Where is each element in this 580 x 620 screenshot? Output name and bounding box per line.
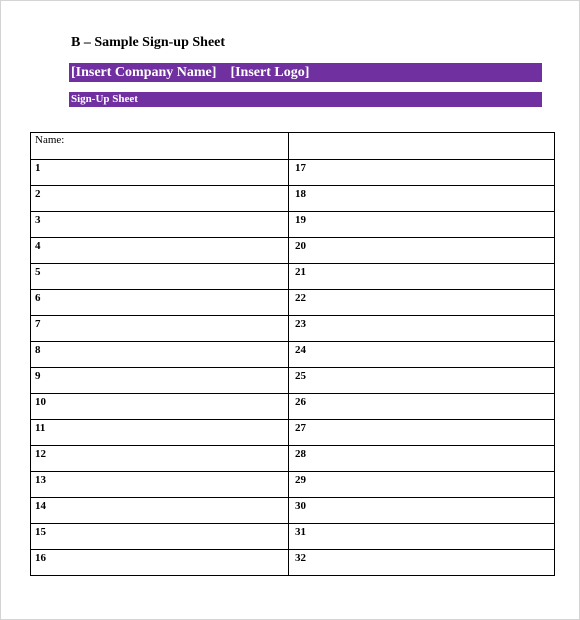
table-row xyxy=(31,264,555,290)
signup-cell-left[interactable]: 6 xyxy=(31,290,289,316)
signup-section-banner: Sign-Up Sheet xyxy=(69,92,542,107)
signup-cell-right[interactable]: 20 xyxy=(289,238,555,264)
signup-cell-left[interactable]: 12 xyxy=(31,446,289,472)
signup-cell-right[interactable]: 17 xyxy=(289,160,555,186)
signup-cell-right[interactable]: 23 xyxy=(289,316,555,342)
signup-cell-right[interactable]: 26 xyxy=(289,394,555,420)
signup-cell-left[interactable]: 5 xyxy=(31,264,289,290)
table-row xyxy=(31,550,555,576)
signup-cell-left[interactable]: 4 xyxy=(31,238,289,264)
signup-cell-right[interactable]: 31 xyxy=(289,524,555,550)
company-banner xyxy=(69,63,542,82)
signup-cell-right[interactable]: 25 xyxy=(289,368,555,394)
table-row xyxy=(31,238,555,264)
table-row xyxy=(31,290,555,316)
signup-cell-left[interactable]: 15 xyxy=(31,524,289,550)
signup-cell-right[interactable]: 32 xyxy=(289,550,555,576)
header-right-cell xyxy=(289,133,555,160)
table-row xyxy=(31,160,555,186)
signup-cell-left[interactable]: 16 xyxy=(31,550,289,576)
table-row xyxy=(31,394,555,420)
signup-cell-left[interactable]: 14 xyxy=(31,498,289,524)
signup-cell-left[interactable]: 1 xyxy=(31,160,289,186)
company-name-placeholder: [Insert Company Name] xyxy=(71,65,217,80)
signup-cell-right[interactable]: 21 xyxy=(289,264,555,290)
signup-cell-left[interactable]: 8 xyxy=(31,342,289,368)
logo-placeholder: [Insert Logo] xyxy=(230,65,310,80)
signup-cell-right[interactable]: 19 xyxy=(289,212,555,238)
table-row xyxy=(31,342,555,368)
signup-cell-right[interactable]: 22 xyxy=(289,290,555,316)
table-row xyxy=(31,420,555,446)
signup-cell-right[interactable]: 28 xyxy=(289,446,555,472)
signup-cell-left[interactable]: 2 xyxy=(31,186,289,212)
signup-cell-left[interactable]: 13 xyxy=(31,472,289,498)
signup-cell-left[interactable]: 9 xyxy=(31,368,289,394)
signup-cell-right[interactable]: 24 xyxy=(289,342,555,368)
signup-cell-left[interactable]: 11 xyxy=(31,420,289,446)
signup-table xyxy=(30,132,555,576)
signup-cell-left[interactable]: 10 xyxy=(31,394,289,420)
table-row xyxy=(31,524,555,550)
table-row xyxy=(31,498,555,524)
signup-cell-left[interactable]: 3 xyxy=(31,212,289,238)
table-row xyxy=(31,212,555,238)
name-header-cell: Name: xyxy=(31,133,289,160)
table-row xyxy=(31,316,555,342)
table-row xyxy=(31,186,555,212)
table-row xyxy=(31,368,555,394)
signup-cell-right[interactable]: 27 xyxy=(289,420,555,446)
signup-cell-right[interactable]: 30 xyxy=(289,498,555,524)
signup-cell-left[interactable]: 7 xyxy=(31,316,289,342)
document-title: B – Sample Sign-up Sheet xyxy=(71,35,226,50)
table-row xyxy=(31,446,555,472)
table-header-row xyxy=(31,133,555,160)
signup-cell-right[interactable]: 18 xyxy=(289,186,555,212)
signup-cell-right[interactable]: 29 xyxy=(289,472,555,498)
table-row xyxy=(31,472,555,498)
